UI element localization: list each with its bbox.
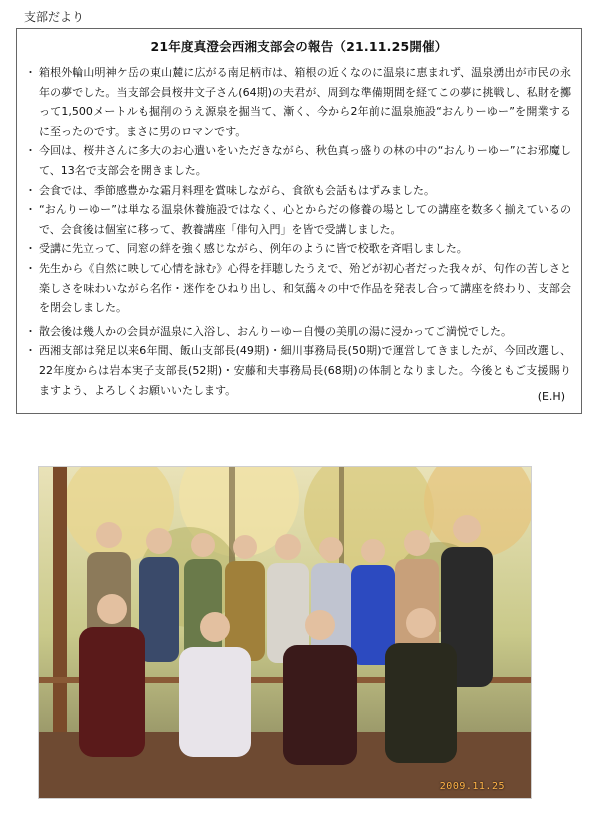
- paragraph: ・ 散会後は幾人かの会員が温泉に入浴し、おんりーゆー自慢の美肌の湯に浸かってご満悦でした。: [27, 322, 571, 342]
- paragraph: ・ “おんりーゆー”は単なる温泉休養施設ではなく、心とからだの修養の場としての講座を数多く揃えているので、会食後は個室に移って、教養講座「俳句入門」を皆で受講しました。: [27, 200, 571, 239]
- paragraph: ・ 西湘支部は発足以来6年間、飯山支部長(49期)・細川事務局長(50期)で運営してきましたが、今回改選し、22年度からは岩本実子支部長(52期)・安藤和夫事務局長(68期)の体制となりました。今後ともご支援賜りますよう、よろしくお願いいたします。: [27, 341, 571, 400]
- paragraph: ・ 今回は、桜井さんに多大のお心遣いをいただきながら、秋色真っ盛りの林の中の“おんりーゆー”にお邪魔して、13名で支部会を開きました。: [27, 141, 571, 180]
- report-paragraphs: [27, 63, 571, 400]
- section-label: 支部だより: [24, 10, 85, 24]
- signature: (E.H): [537, 390, 565, 403]
- group-photo-illustration: [39, 467, 532, 799]
- photo-date-stamp: 2009.11.25: [439, 781, 505, 792]
- report-title: 21年度真澄会西湘支部会の報告（21.11.25開催）: [150, 39, 448, 54]
- report-box: [16, 28, 582, 414]
- paragraph: ・ 箱根外輪山明神ケ岳の東山麓に広がる南足柄市は、箱根の近くなのに温泉に恵まれず、温泉湧出が市民の永年の夢でした。当支部会員桜井文子さん(64期)の夫君が、周到な準備期間を経てこの夢に挑戦し、私財を擲って1,500メートルも掘削のうえ源泉を掘当て、漸く、今から2年前に温泉施設“おんりーゆー”を開業するに至ったのです。まさに男のロマンです。: [27, 63, 571, 141]
- paragraph: ・ 先生から《自然に映して心情を詠む》心得を拝聴したうえで、殆どが初心者だった我々が、句作の苦しさと楽しさを味わいながら名作・迷作をひねり出し、和気藹々の中で作品を発表し合って講座を終わり、支部会を閉会しました。: [27, 259, 571, 318]
- paragraph: ・ 会食では、季節感豊かな霜月料理を賞味しながら、食欲も会話もはずみました。: [27, 181, 571, 201]
- group-photo: [38, 466, 532, 799]
- paragraph: ・ 受講に先立って、同窓の絆を強く感じながら、例年のように皆で校歌を斉唱しました。: [27, 239, 571, 259]
